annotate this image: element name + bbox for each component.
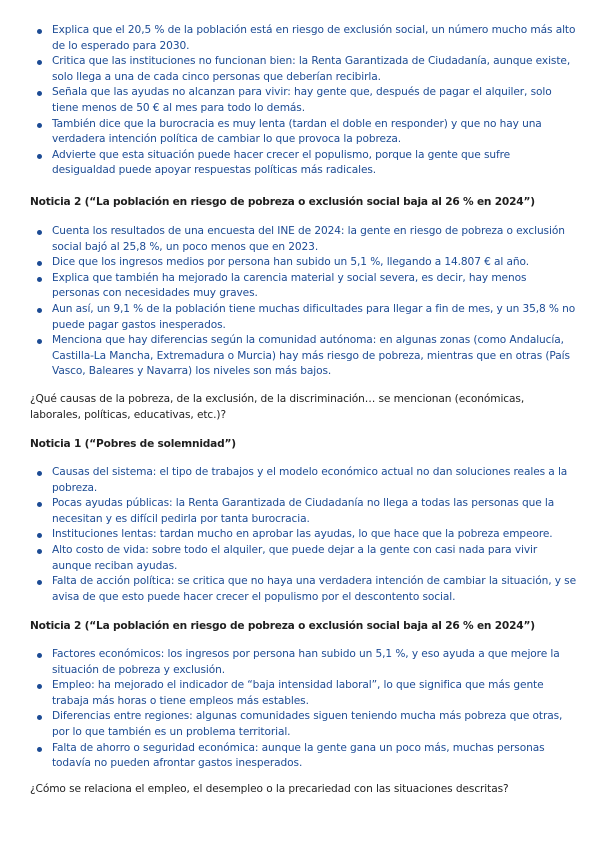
- list-item-text: Pocas ayudas públicas: la Renta Garantizada de Ciudadanía no llega a todas las personas que la necesitan y es difícil pedirla por tanta burocracia.: [52, 497, 555, 525]
- list-item: [36, 496, 576, 527]
- list-item: [36, 255, 576, 271]
- bullet-icon: [37, 261, 42, 266]
- bullet-icon: [37, 549, 42, 554]
- bullet-icon: [37, 308, 42, 313]
- list-item-text: Aun así, un 9,1 % de la población tiene muchas dificultades para llegar a fin de mes, y un 35,8 % no puede pagar gastos inesperados.: [52, 302, 576, 331]
- list-item-text: Explica que también ha mejorado la carencia material y social severa, es decir, hay menos personas con necesidades muy graves.: [52, 271, 527, 300]
- list-item: [36, 527, 576, 543]
- list-item: [36, 709, 576, 740]
- noticia2-summary-list: [36, 224, 576, 380]
- bullet-icon: [37, 60, 42, 65]
- list-item-text: Dice que los ingresos medios por persona han subido un 5,1 %, llegando a 14.807 € al año.: [52, 256, 529, 269]
- list-item: [36, 678, 576, 709]
- list-item: [36, 54, 576, 85]
- list-item: [36, 741, 576, 772]
- bullet-icon: [37, 715, 42, 720]
- bullet-icon: [37, 123, 42, 128]
- list-item-text: También dice que la burocracia es muy lenta (tardan el doble en responder) y que no hay una verdadera intención política de cambiar lo que provoca la pobreza.: [52, 117, 542, 146]
- list-item-text: Alto costo de vida: sobre todo el alquiler, que puede dejar a la gente con casi nada para vivir aunque reciban ayudas.: [52, 543, 538, 572]
- list-item-text: Falta de acción política: se critica que no haya una verdadera intención de cambiar la situación, y se avisa de que esto puede hacer crecer el populismo por el descontento social.: [52, 575, 577, 603]
- noticia2-causes-list: [36, 647, 576, 772]
- bullet-icon: [37, 154, 42, 159]
- bullet-icon: [37, 580, 42, 585]
- bullet-icon: [37, 653, 42, 658]
- bullet-icon: [37, 533, 42, 538]
- noticia1-summary-list: [36, 23, 576, 179]
- list-item: [36, 224, 576, 255]
- bullet-icon: [37, 684, 42, 689]
- list-item: [36, 302, 576, 333]
- list-item-text: Critica que las instituciones no funcionan bien: la Renta Garantizada de Ciudadanía, aunque existe, solo llega a una de cada cinco personas que deberían recibirla.: [52, 55, 571, 83]
- bullet-icon: [37, 230, 42, 235]
- question-text: ¿Cómo se relaciona el empleo, el desempleo o la precariedad con las situaciones descritas?: [30, 783, 509, 795]
- bullet-icon: [37, 277, 42, 282]
- bullet-icon: [37, 502, 42, 507]
- list-item: [36, 117, 576, 148]
- noticia1-causes-list: [36, 465, 576, 605]
- section-heading: Noticia 1 (“Pobres de solemnidad”): [30, 438, 236, 450]
- section-heading: Noticia 2 (“La población en riesgo de pobreza o exclusión social baja al 26 % en 2024”): [30, 620, 535, 632]
- bullet-icon: [37, 29, 42, 34]
- bullet-icon: [37, 339, 42, 344]
- section-heading: Noticia 2 (“La población en riesgo de pobreza o exclusión social baja al 26 % en 2024”): [30, 196, 535, 208]
- list-item-text: Falta de ahorro o seguridad económica: aunque la gente gana un poco más, muchas personas todavía no pueden afrontar gastos inesperados.: [52, 741, 545, 770]
- list-item: [36, 465, 576, 496]
- list-item-text: Instituciones lentas: tardan mucho en aprobar las ayudas, lo que hace que la pobreza empeore.: [52, 528, 553, 541]
- list-item-text: Factores económicos: los ingresos por persona han subido un 5,1 %, y eso ayuda a que mejore la situación de pobreza y exclusión.: [52, 648, 560, 676]
- bullet-icon: [37, 91, 42, 96]
- list-item-text: Cuenta los resultados de una encuesta del INE de 2024: la gente en riesgo de pobreza o exclusión social bajó al 25,8 %, un poco menos que en 2023.: [52, 225, 565, 253]
- question-text: ¿Qué causas de la pobreza, de la exclusión, de la discriminación… se mencionan (económicas, laborales, políticas, educativas, etc.)?: [30, 393, 525, 421]
- list-item: [36, 333, 576, 380]
- bullet-icon: [37, 747, 42, 752]
- list-item-text: Diferencias entre regiones: algunas comunidades siguen teniendo mucha más pobreza que otras, por lo que también es un problema territorial.: [52, 710, 563, 738]
- list-item-text: Empleo: ha mejorado el indicador de “baja intensidad laboral”, lo que significa que más gente trabaja más horas o tiene empleos más estables.: [52, 679, 544, 707]
- list-item: [36, 85, 576, 116]
- list-item-text: Causas del sistema: el tipo de trabajos y el modelo económico actual no dan soluciones reales a la pobreza.: [52, 466, 568, 494]
- bullet-icon: [37, 471, 42, 476]
- list-item-text: Menciona que hay diferencias según la comunidad autónoma: en algunas zonas (como Andalucía, Castilla-La Mancha, Extremadura o Murcia) hay más riesgo de pobreza, mientras que en otras (País Vasco, Baleares y Navarra) los niveles son más bajos.: [52, 334, 570, 378]
- list-item: [36, 543, 576, 574]
- list-item: [36, 23, 576, 54]
- list-item: [36, 271, 576, 302]
- list-item: [36, 148, 576, 179]
- list-item: [36, 574, 576, 605]
- list-item-text: Advierte que esta situación puede hacer crecer el populismo, porque la gente que sufre desigualdad puede apoyar respuestas políticas más radicales.: [52, 148, 511, 177]
- list-item: [36, 647, 576, 678]
- list-item-text: Explica que el 20,5 % de la población está en riesgo de exclusión social, un número mucho más alto de lo esperado para 2030.: [52, 24, 576, 52]
- list-item-text: Señala que las ayudas no alcanzan para vivir: hay gente que, después de pagar el alquiler, solo tiene menos de 50 € al mes para todo lo demás.: [52, 86, 552, 114]
